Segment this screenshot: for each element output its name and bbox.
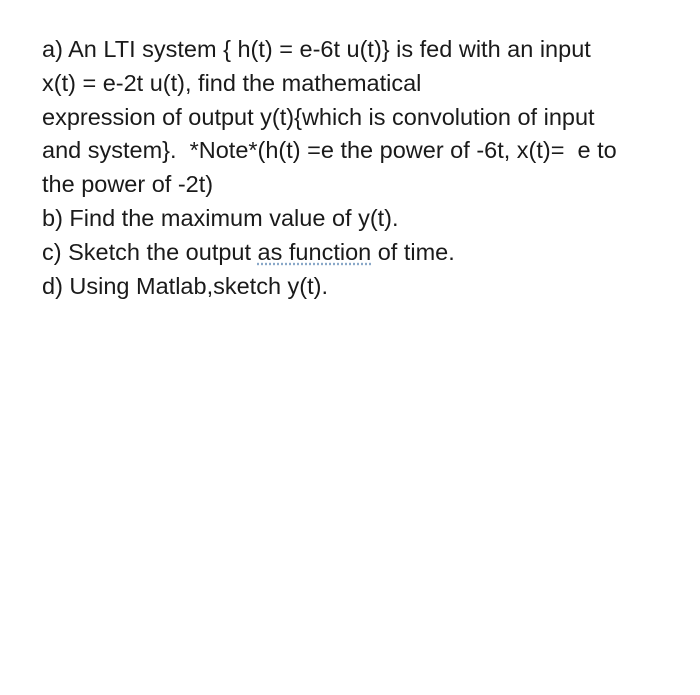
spellcheck-underlined-phrase: as function [257, 238, 372, 265]
question-line-a2: x(t) = e-2t u(t), find the mathematical [42, 69, 422, 96]
question-line-b: b) Find the maximum value of y(t). [42, 204, 399, 231]
question-line-a5: the power of -2t) [42, 171, 214, 198]
question-line-c [42, 236, 682, 270]
question-line-a4: and system}. *Note*(h(t) =e the power of -6t, x(t)= e to [42, 137, 617, 164]
question-line-a3: expression of output y(t){which is convolution of input [42, 103, 595, 130]
question-text [42, 33, 682, 303]
question-line-c-before: c) Sketch the output [42, 238, 258, 265]
question-line-d: d) Using Matlab,sketch y(t). [42, 272, 329, 299]
question-line-c-after: of time. [371, 238, 455, 265]
question-line-a1: a) An LTI system { h(t) = e-6t u(t)} is fed with an input [42, 36, 591, 62]
